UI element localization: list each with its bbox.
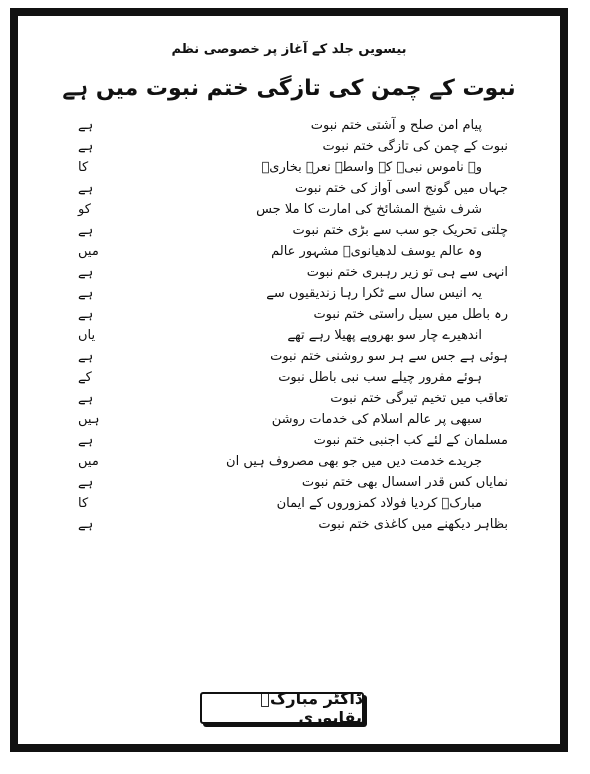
- poem-verse: [22, 286, 556, 307]
- verse-ending: ہے: [78, 349, 94, 364]
- verse-text: پیام امن صلح و آشتی ختم نبوت: [310, 118, 482, 133]
- poem-content: [22, 18, 556, 738]
- verse-ending: ہے: [78, 139, 94, 154]
- verse-text: چلتی تحریک جو سب سے بڑی ختم نبوت: [292, 223, 508, 238]
- poem-verse: [22, 391, 556, 412]
- poem-verse: [22, 328, 556, 349]
- poem-verse: [22, 496, 556, 517]
- poem-verse: [22, 349, 556, 370]
- verse-ending: میں: [78, 244, 99, 259]
- verse-ending: ہے: [78, 181, 94, 196]
- poem-verse: [22, 517, 556, 538]
- poem-verse: [22, 265, 556, 286]
- verse-text: رہ باطل میں سیل راستی ختم نبوت: [313, 307, 508, 322]
- verse-text: بظاہر دیکھنے میں کاغذی ختم نبوت: [318, 517, 508, 532]
- verse-ending: ہے: [78, 265, 94, 280]
- poem-verse: [22, 433, 556, 454]
- poem-verse: [22, 475, 556, 496]
- poem-verse: [22, 412, 556, 433]
- poem-body: [22, 118, 556, 538]
- verse-text: اندھیرے چار سو بھروپے پھیلا رہے تھے: [287, 328, 482, 343]
- poem-verse: [22, 454, 556, 475]
- verse-text: شرف شیخ المشائخ کی امارت کا ملا جس: [256, 202, 482, 217]
- verse-text: وہ ناموس نبیؐ کے واسطے نعرہ بخاریؒ: [261, 160, 482, 175]
- poem-verse: [22, 160, 556, 181]
- verse-text: جریدے خدمت دیں میں جو بھی مصروف ہیں ان: [226, 454, 482, 469]
- verse-ending: کے: [78, 370, 92, 385]
- verse-text: وہ عالم یوسف لدھیانویؒ مشہور عالم: [271, 244, 482, 259]
- verse-text: ہوئے مفرور چیلے سب نبی باطل نبوت: [278, 370, 482, 385]
- verse-text: یہ انیس سال سے ٹکرا رہا زندیقیوں سے: [266, 286, 482, 301]
- verse-ending: کو: [78, 202, 91, 217]
- verse-ending: کا: [78, 496, 89, 511]
- verse-text: انہی سے ہی تو زیر رہبری ختم نبوت: [306, 265, 508, 280]
- poem-verse: [22, 307, 556, 328]
- poem-verse: [22, 223, 556, 244]
- verse-ending: ہے: [78, 118, 94, 133]
- verse-text: تعاقب میں تخیم تیرگی ختم نبوت: [330, 391, 508, 406]
- poem-verse: [22, 139, 556, 160]
- verse-ending: ہے: [78, 391, 94, 406]
- verse-text: مبارکؔ کردیا فولاد کمزوروں کے ایمان: [276, 496, 482, 511]
- verse-ending: ہے: [78, 286, 94, 301]
- verse-text: جہاں میں گونج اسی آواز کی ختم نبوت: [294, 181, 508, 196]
- poem-verse: [22, 202, 556, 223]
- verse-ending: ہے: [78, 223, 94, 238]
- verse-ending: ہے: [78, 307, 94, 322]
- poem-verse: [22, 370, 556, 391]
- subtitle: بیسویں جلد کے آغاز پر خصوصی نظم: [171, 42, 407, 57]
- poem-verse: [22, 118, 556, 139]
- verse-text: سبھی پر عالم اسلام کی خدمات روشن: [271, 412, 482, 427]
- verse-ending: ہے: [78, 475, 94, 490]
- verse-text: نبوت کے چمن کی تازگی ختم نبوت: [322, 139, 508, 154]
- verse-text: نمایاں کس قدر اسسال بھی ختم نبوت: [301, 475, 508, 490]
- poem-verse: [22, 181, 556, 202]
- poem-title: نبوت کے چمن کی تازگی ختم نبوت میں ہے: [62, 76, 516, 101]
- verse-ending: میں: [78, 454, 99, 469]
- verse-ending: کا: [78, 160, 89, 175]
- verse-ending: ہیں: [78, 412, 100, 427]
- verse-text: مسلمان کے لئے کب اجنبی ختم نبوت: [313, 433, 508, 448]
- verse-text: ہوئی ہے جس سے ہر سو روشنی ختم نبوت: [270, 349, 508, 364]
- verse-ending: ہے: [78, 433, 94, 448]
- verse-ending: ہے: [78, 517, 94, 532]
- verse-ending: یاں: [78, 328, 96, 343]
- author-signature: ڈاکٹر مبارکؔ بقاپوری: [200, 692, 364, 724]
- poem-verse: [22, 244, 556, 265]
